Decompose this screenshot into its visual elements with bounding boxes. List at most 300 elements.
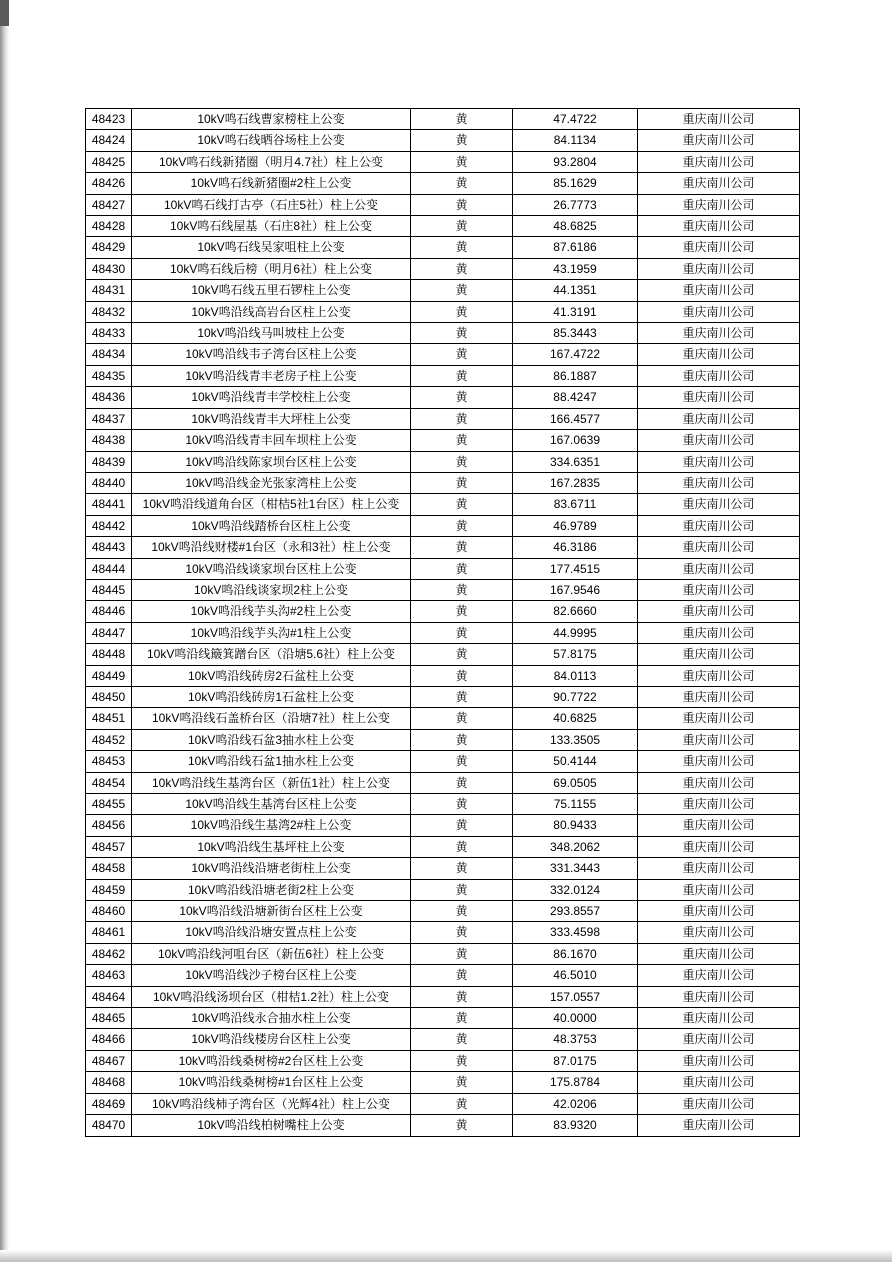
cell-value [513,622,638,643]
cell-row-id [86,879,132,900]
cell-transformer-name-text: 10kV鸣沿线高岩台区柱上公变 [191,304,351,319]
cell-value-text: 50.4144 [553,754,597,769]
cell-value [513,794,638,815]
cell-value-text: 167.2835 [549,475,601,490]
cell-transformer-name [132,109,411,130]
cell-row-id [86,558,132,579]
cell-transformer-name [132,858,411,879]
cell-company [638,344,800,365]
cell-value [513,173,638,194]
cell-company-text: 重庆南川公司 [682,754,755,769]
data-table [85,108,800,1137]
cell-row-id-text: 48431 [91,283,126,298]
table-row [86,1093,800,1114]
cell-company [638,1115,800,1136]
cell-transformer-name-text: 10kV鸣沿线桑树榜#2台区柱上公变 [178,1053,364,1068]
table-row [86,879,800,900]
cell-transformer-name-text: 10kV鸣沿线芋头沟#2柱上公变 [190,604,352,619]
cell-transformer-name-text: 10kV鸣沿线谈家坝2柱上公变 [193,582,349,597]
cell-color-code [411,130,513,151]
cell-row-id [86,815,132,836]
cell-color-code [411,901,513,922]
cell-transformer-name-text: 10kV鸣沿线沿塘新街台区柱上公变 [179,904,363,919]
cell-company [638,451,800,472]
cell-row-id [86,301,132,322]
cell-color-code-text: 黄 [455,925,468,940]
cell-color-code [411,472,513,493]
cell-row-id-text: 48450 [91,689,126,704]
cell-color-code [411,280,513,301]
cell-transformer-name-text: 10kV鸣石线新猪圈（明月4.7社）柱上公变 [158,154,384,169]
cell-value-text: 44.9995 [553,625,597,640]
cell-transformer-name [132,665,411,686]
cell-transformer-name-text: 10kV鸣沿线生基坪柱上公变 [197,839,345,854]
cell-transformer-name [132,258,411,279]
cell-transformer-name [132,1050,411,1071]
cell-color-code [411,258,513,279]
cell-value-text: 333.4598 [549,925,601,940]
cell-transformer-name [132,794,411,815]
cell-value-text: 46.5010 [553,968,597,983]
cell-company [638,194,800,215]
cell-company-text: 重庆南川公司 [682,775,755,790]
cell-row-id [86,194,132,215]
cell-row-id-text: 48454 [91,775,126,790]
cell-transformer-name-text: 10kV鸣沿线道角台区（柑桔5社1台区）柱上公变 [142,497,400,512]
cell-company [638,1008,800,1029]
cell-row-id-text: 48455 [91,797,126,811]
cell-color-code-text: 黄 [455,1096,468,1111]
cell-company-text: 重庆南川公司 [682,219,755,234]
cell-row-id-text: 48443 [91,540,126,555]
cell-row-id [86,387,132,408]
cell-transformer-name-text: 10kV鸣石线屋基（石庄8社）柱上公变 [169,219,373,234]
cell-row-id [86,237,132,258]
cell-value-text: 82.6660 [553,604,597,619]
cell-transformer-name-text: 10kV鸣沿线沿塘老街柱上公变 [191,861,351,876]
cell-company [638,280,800,301]
cell-company [638,879,800,900]
cell-value [513,1008,638,1029]
cell-company-text: 重庆南川公司 [682,861,755,876]
cell-row-id [86,1029,132,1050]
cell-company-text: 重庆南川公司 [682,304,755,319]
cell-row-id-text: 48468 [91,1075,126,1090]
table-row [86,901,800,922]
cell-company [638,965,800,986]
cell-value-text: 57.8175 [553,647,597,662]
cell-company [638,130,800,151]
cell-row-id-text: 48440 [91,475,126,490]
cell-value [513,772,638,793]
cell-value [513,1050,638,1071]
cell-company-text: 重庆南川公司 [682,176,755,191]
cell-value [513,665,638,686]
cell-value-text: 44.1351 [553,283,597,298]
cell-value-text: 84.1134 [553,133,597,148]
cell-company [638,1093,800,1114]
table-row [86,365,800,386]
cell-color-code-text: 黄 [455,561,468,576]
cell-row-id-text: 48466 [91,1032,126,1047]
table-row [86,686,800,707]
cell-color-code-text: 黄 [455,754,468,769]
cell-color-code-text: 黄 [455,475,468,490]
cell-transformer-name [132,365,411,386]
cell-value [513,408,638,429]
table-row [86,130,800,151]
table-row [86,194,800,215]
table-row [86,344,800,365]
cell-company [638,858,800,879]
cell-row-id [86,494,132,515]
cell-transformer-name [132,1072,411,1093]
cell-color-code-text: 黄 [455,689,468,704]
cell-company [638,1072,800,1093]
cell-color-code-text: 黄 [455,497,468,512]
cell-color-code-text: 黄 [455,347,468,362]
cell-value-text: 83.6711 [553,497,597,512]
cell-row-id [86,772,132,793]
cell-company-text: 重庆南川公司 [682,818,755,833]
cell-value-text: 41.3191 [553,304,597,319]
cell-color-code [411,794,513,815]
cell-color-code [411,515,513,536]
cell-company-text: 重庆南川公司 [682,604,755,619]
cell-value-text: 332.0124 [549,882,601,897]
cell-value-text: 47.4722 [553,112,597,126]
cell-row-id-text: 48432 [91,304,126,319]
cell-value [513,708,638,729]
table-row [86,430,800,451]
cell-color-code-text: 黄 [455,625,468,640]
cell-transformer-name [132,515,411,536]
cell-transformer-name [132,387,411,408]
cell-value [513,194,638,215]
cell-value-text: 85.1629 [553,176,597,191]
cell-transformer-name [132,686,411,707]
cell-color-code-text: 黄 [455,861,468,876]
cell-row-id-text: 48457 [91,839,126,854]
cell-value [513,387,638,408]
table-row [86,1115,800,1136]
table-row [86,151,800,172]
cell-color-code-text: 黄 [455,240,468,255]
cell-row-id-text: 48423 [91,112,126,126]
cell-row-id-text: 48437 [91,411,126,426]
cell-transformer-name [132,922,411,943]
cell-value-text: 46.3186 [553,540,597,555]
cell-row-id-text: 48442 [91,518,126,533]
cell-value [513,365,638,386]
table-row [86,408,800,429]
cell-color-code [411,622,513,643]
cell-row-id [86,665,132,686]
cell-company-text: 重庆南川公司 [682,689,755,704]
table-row [86,943,800,964]
table-row [86,237,800,258]
cell-row-id-text: 48441 [91,497,126,512]
cell-value [513,644,638,665]
cell-color-code [411,387,513,408]
table-row [86,708,800,729]
cell-color-code-text: 黄 [455,326,468,341]
cell-transformer-name [132,301,411,322]
cell-company-text: 重庆南川公司 [682,475,755,490]
cell-value-text: 166.4577 [549,411,601,426]
cell-transformer-name-text: 10kV鸣沿线石盆1抽水柱上公变 [187,754,355,769]
cell-color-code-text: 黄 [455,411,468,426]
cell-row-id-text: 48433 [91,326,126,341]
cell-value-text: 48.6825 [553,219,597,234]
cell-row-id-text: 48460 [91,904,126,919]
cell-value-text: 93.2804 [553,154,597,169]
cell-value [513,1093,638,1114]
cell-row-id [86,109,132,130]
cell-value-text: 334.6351 [549,454,601,469]
cell-company [638,323,800,344]
cell-value [513,130,638,151]
cell-transformer-name-text: 10kV鸣沿线砖房2石盆柱上公变 [187,668,355,683]
cell-color-code-text: 黄 [455,732,468,747]
cell-transformer-name [132,344,411,365]
table-row [86,109,800,130]
cell-row-id-text: 48427 [91,197,126,212]
cell-transformer-name [132,986,411,1007]
cell-color-code [411,772,513,793]
cell-row-id [86,430,132,451]
cell-transformer-name [132,751,411,772]
cell-row-id [86,751,132,772]
cell-company [638,365,800,386]
table-row [86,772,800,793]
table-row [86,1072,800,1093]
cell-value [513,558,638,579]
cell-transformer-name [132,965,411,986]
cell-color-code-text: 黄 [455,540,468,555]
cell-color-code-text: 黄 [455,797,468,811]
cell-transformer-name [132,323,411,344]
cell-row-id [86,537,132,558]
cell-color-code-text: 黄 [455,454,468,469]
cell-color-code-text: 黄 [455,818,468,833]
cell-color-code [411,301,513,322]
cell-transformer-name-text: 10kV鸣沿线河咀台区（新伍6社）柱上公变 [157,946,385,961]
cell-company-text: 重庆南川公司 [682,946,755,961]
cell-transformer-name [132,151,411,172]
cell-color-code [411,1115,513,1136]
cell-row-id-text: 48436 [91,390,126,405]
cell-row-id [86,365,132,386]
table-row [86,216,800,237]
cell-company [638,665,800,686]
cell-value-text: 167.4722 [549,347,601,362]
table-row [86,1029,800,1050]
cell-transformer-name-text: 10kV鸣沿线石盆3抽水柱上公变 [187,732,355,747]
cell-value-text: 90.7722 [553,689,597,704]
cell-color-code [411,815,513,836]
cell-value-text: 177.4515 [549,561,601,576]
cell-color-code-text: 黄 [455,1032,468,1047]
cell-transformer-name [132,879,411,900]
cell-company-text: 重庆南川公司 [682,668,755,683]
cell-company [638,794,800,815]
cell-transformer-name [132,644,411,665]
cell-color-code [411,922,513,943]
cell-transformer-name-text: 10kV鸣沿线柿子湾台区（光辉4社）柱上公变 [151,1096,391,1111]
cell-color-code [411,858,513,879]
cell-value [513,537,638,558]
cell-row-id-text: 48463 [91,968,126,983]
cell-transformer-name-text: 10kV鸣沿线生基湾2#柱上公变 [190,818,352,833]
cell-color-code [411,1050,513,1071]
cell-color-code [411,1008,513,1029]
cell-value-text: 42.0206 [553,1096,597,1111]
cell-company [638,729,800,750]
cell-color-code [411,1093,513,1114]
cell-company [638,943,800,964]
cell-transformer-name [132,451,411,472]
cell-transformer-name [132,537,411,558]
cell-company-text: 重庆南川公司 [682,368,755,383]
cell-color-code-text: 黄 [455,882,468,897]
cell-company-text: 重庆南川公司 [682,647,755,662]
cell-company [638,622,800,643]
cell-value [513,986,638,1007]
cell-transformer-name-text: 10kV鸣沿线生基湾台区柱上公变 [185,797,357,811]
cell-transformer-name [132,708,411,729]
cell-transformer-name-text: 10kV鸣沿线楼房台区柱上公变 [191,1032,351,1047]
cell-value [513,344,638,365]
cell-color-code [411,986,513,1007]
cell-value [513,686,638,707]
cell-color-code-text: 黄 [455,711,468,726]
cell-row-id [86,965,132,986]
cell-company-text: 重庆南川公司 [682,197,755,212]
cell-color-code-text: 黄 [455,518,468,533]
cell-company-text: 重庆南川公司 [682,1053,755,1068]
cell-company-text: 重庆南川公司 [682,989,755,1004]
cell-row-id [86,579,132,600]
cell-transformer-name-text: 10kV鸣沿线永合抽水柱上公变 [191,1011,351,1026]
cell-company [638,986,800,1007]
cell-transformer-name [132,943,411,964]
cell-transformer-name [132,430,411,451]
cell-row-id-text: 48435 [91,368,126,383]
table-row [86,558,800,579]
cell-row-id-text: 48459 [91,882,126,897]
cell-row-id [86,323,132,344]
cell-row-id [86,515,132,536]
cell-color-code [411,151,513,172]
cell-transformer-name-text: 10kV鸣沿线谈家坝台区柱上公变 [185,561,357,576]
cell-company [638,686,800,707]
cell-value [513,836,638,857]
cell-color-code [411,836,513,857]
cell-company [638,515,800,536]
cell-transformer-name-text: 10kV鸣石线五里石锣柱上公变 [191,283,351,298]
cell-value-text: 80.9433 [553,818,597,833]
cell-company-text: 重庆南川公司 [682,326,755,341]
cell-value [513,323,638,344]
cell-row-id-text: 48467 [91,1053,126,1068]
cell-value [513,858,638,879]
table-row [86,579,800,600]
cell-color-code [411,965,513,986]
table-row [86,922,800,943]
cell-color-code [411,237,513,258]
cell-color-code [411,1072,513,1093]
cell-transformer-name-text: 10kV鸣沿线青丰学校柱上公变 [191,390,351,405]
cell-company-text: 重庆南川公司 [682,732,755,747]
cell-company-text: 重庆南川公司 [682,1096,755,1111]
table-row [86,323,800,344]
page-edge-shadow-left [0,0,9,1262]
cell-color-code [411,579,513,600]
cell-transformer-name-text: 10kV鸣沿线陈家坝台区柱上公变 [185,454,357,469]
cell-row-id [86,986,132,1007]
cell-row-id-text: 48465 [91,1011,126,1026]
cell-color-code-text: 黄 [455,390,468,405]
cell-row-id [86,601,132,622]
cell-transformer-name [132,1093,411,1114]
cell-color-code [411,408,513,429]
cell-value-text: 40.6825 [553,711,597,726]
cell-color-code-text: 黄 [455,368,468,383]
table-row [86,622,800,643]
table-row [86,472,800,493]
cell-value-text: 331.3443 [549,861,601,876]
cell-company [638,301,800,322]
cell-company [638,579,800,600]
cell-color-code-text: 黄 [455,904,468,919]
cell-row-id-text: 48444 [91,561,126,576]
cell-company [638,708,800,729]
cell-company-text: 重庆南川公司 [682,133,755,148]
cell-value [513,258,638,279]
cell-company-text: 重庆南川公司 [682,283,755,298]
cell-row-id-text: 48446 [91,604,126,619]
cell-value-text: 88.4247 [553,390,597,405]
cell-value-text: 48.3753 [553,1032,597,1047]
cell-value [513,301,638,322]
table-row [86,986,800,1007]
cell-row-id [86,729,132,750]
cell-value-text: 26.7773 [553,197,597,212]
cell-color-code-text: 黄 [455,1053,468,1068]
cell-color-code [411,751,513,772]
cell-row-id [86,130,132,151]
cell-company-text: 重庆南川公司 [682,261,755,276]
cell-row-id [86,408,132,429]
cell-value [513,216,638,237]
table-row [86,387,800,408]
table-row [86,815,800,836]
table-row [86,1008,800,1029]
cell-transformer-name-text: 10kV鸣沿线踏桥台区柱上公变 [191,518,351,533]
cell-value [513,879,638,900]
cell-value-text: 40.0000 [553,1011,597,1026]
cell-color-code-text: 黄 [455,433,468,448]
cell-row-id-text: 48439 [91,454,126,469]
cell-transformer-name-text: 10kV鸣沿线韦子湾台区柱上公变 [185,347,357,362]
cell-transformer-name-text: 10kV鸣沿线沿塘老街2柱上公变 [187,882,355,897]
cell-row-id [86,622,132,643]
cell-company-text: 重庆南川公司 [682,839,755,854]
cell-value-text: 133.3505 [549,732,601,747]
cell-row-id-text: 48438 [91,433,126,448]
cell-row-id [86,794,132,815]
